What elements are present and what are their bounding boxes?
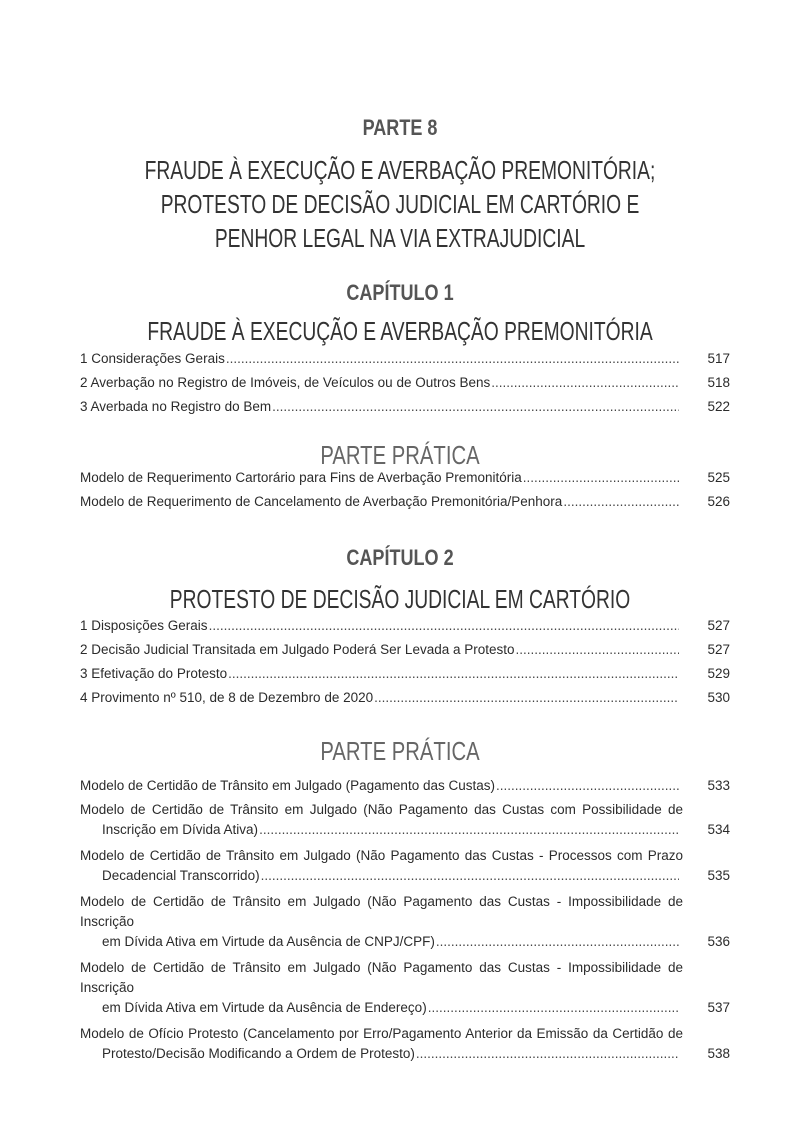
part-title-line: PROTESTO DE DECISÃO JUDICIAL EM CARTÓRIO E (160, 189, 640, 219)
toc-entry[interactable] (80, 892, 730, 952)
toc-entry-text: 3 Averbada no Registro do Bem (80, 399, 272, 414)
toc-page-number: 518 (707, 375, 730, 390)
toc-page-number: 527 (707, 642, 730, 657)
part-label: PARTE 8 (362, 115, 438, 140)
leader-dots (523, 468, 679, 488)
toc-page-number: 527 (707, 618, 730, 633)
toc-entry[interactable] (80, 373, 730, 393)
toc-entry-text: Modelo de Certidão de Trânsito em Julgado (Não Pagamento das Custas - Impossibilidade de Inscrição (80, 894, 683, 929)
toc-entry-text: 3 Efetivação do Protesto (80, 666, 228, 681)
toc-entry-text: 1 Disposições Gerais (80, 618, 208, 633)
chapter-2-label: CAPÍTULO 2 (346, 545, 454, 570)
toc-entry-text: Modelo de Requerimento de Cancelamento de Averbação Premonitória/Penhora (80, 494, 563, 509)
toc-entry[interactable] (80, 958, 730, 1018)
toc-entry[interactable] (80, 800, 730, 840)
leader-dots (491, 373, 679, 393)
leader-dots (516, 640, 679, 660)
toc-entry[interactable] (80, 688, 730, 708)
toc-entry-text: 1 Considerações Gerais (80, 351, 225, 366)
chapter-1-toc (80, 349, 730, 421)
toc-page-number: 537 (707, 1000, 730, 1015)
toc-entry-text: 2 Averbação no Registro de Imóveis, de Veículos ou de Outros Bens (80, 375, 491, 390)
leader-dots (259, 820, 679, 840)
chapter-2-pratica-toc (80, 776, 730, 1070)
toc-page-number: 534 (707, 822, 730, 837)
toc-entry-text: Decadencial Transcorrido) (102, 868, 260, 883)
toc-entry-text: 4 Provimento nº 510, de 8 de Dezembro de 2020 (80, 690, 374, 705)
part-title-line: PENHOR LEGAL NA VIA EXTRAJUDICIAL (214, 223, 586, 253)
leader-dots (428, 998, 679, 1018)
toc-page-number: 530 (707, 690, 730, 705)
chapter-2-title: PROTESTO DE DECISÃO JUDICIAL EM CARTÓRIO (169, 584, 631, 614)
toc-entry[interactable] (80, 616, 730, 636)
toc-entry-text: em Dívida Ativa em Virtude da Ausência de CNPJ/CPF) (102, 934, 435, 949)
toc-entry-text: Modelo de Certidão de Trânsito em Julgado (Pagamento das Custas) (80, 778, 495, 793)
leader-dots (272, 397, 679, 417)
toc-entry[interactable] (80, 640, 730, 660)
leader-dots (496, 776, 679, 796)
toc-entry-text: Modelo de Certidão de Trânsito em Julgado (Não Pagamento das Custas - Processos com Prazo (80, 848, 683, 863)
leader-dots (261, 866, 679, 886)
toc-page-number: 526 (707, 494, 730, 509)
toc-page-number: 538 (707, 1046, 730, 1061)
part-title (104, 153, 696, 255)
toc-entry[interactable] (80, 349, 730, 369)
chapter-2-toc (80, 616, 730, 712)
toc-entry-text: Modelo de Certidão de Trânsito em Julgado (Não Pagamento das Custas com Possibilidade de (80, 802, 683, 817)
chapter-1-pratica-title: PARTE PRÁTICA (320, 440, 480, 470)
toc-page-number: 535 (707, 868, 730, 883)
leader-dots (416, 1044, 679, 1064)
toc-entry[interactable] (80, 492, 730, 512)
leader-dots (209, 616, 679, 636)
toc-entry[interactable] (80, 846, 730, 886)
toc-page-number: 522 (707, 399, 730, 414)
leader-dots (228, 664, 679, 684)
toc-entry[interactable] (80, 1024, 730, 1064)
leader-dots (374, 688, 679, 708)
chapter-1-label: CAPÍTULO 1 (346, 280, 454, 305)
part-title-line: FRAUDE À EXECUÇÃO E AVERBAÇÃO PREMONITÓRIA; (144, 155, 656, 185)
toc-page-number: 533 (707, 778, 730, 793)
toc-entry-text: em Dívida Ativa em Virtude da Ausência de Endereço) (102, 1000, 427, 1015)
toc-entry[interactable] (80, 397, 730, 417)
toc-entry-text: 2 Decisão Judicial Transitada em Julgado Poderá Ser Levada a Protesto (80, 642, 515, 657)
chapter-2-pratica-title: PARTE PRÁTICA (320, 736, 480, 766)
toc-entry[interactable] (80, 664, 730, 684)
toc-page-number: 525 (707, 470, 730, 485)
leader-dots (226, 349, 679, 369)
toc-entry[interactable] (80, 776, 730, 796)
toc-entry-text: Modelo de Ofício Protesto (Cancelamento por Erro/Pagamento Anterior da Emissão da Certidão de (80, 1026, 683, 1041)
toc-entry-text: Inscrição em Dívida Ativa) (102, 822, 259, 837)
toc-entry-text: Modelo de Requerimento Cartorário para Fins de Averbação Premonitória (80, 470, 522, 485)
toc-entry[interactable] (80, 468, 730, 488)
leader-dots (436, 932, 679, 952)
chapter-1-title: FRAUDE À EXECUÇÃO E AVERBAÇÃO PREMONITÓRIA (147, 316, 653, 346)
toc-page-number: 529 (707, 666, 730, 681)
toc-page-number: 536 (707, 934, 730, 949)
toc-entry-text: Modelo de Certidão de Trânsito em Julgado (Não Pagamento das Custas - Impossibilidade de Inscrição (80, 960, 683, 995)
leader-dots (563, 492, 679, 512)
chapter-1-pratica-toc (80, 468, 730, 516)
toc-page-number: 517 (707, 351, 730, 366)
toc-entry-text: Protesto/Decisão Modificando a Ordem de Protesto) (102, 1046, 415, 1061)
